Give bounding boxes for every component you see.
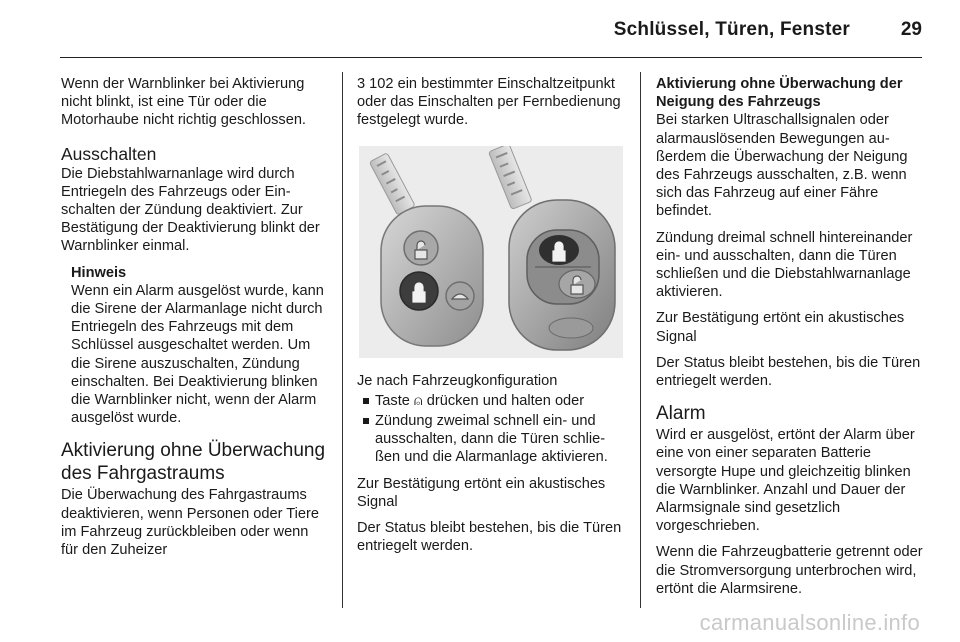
section-heading-aktivierung: Aktivierung ohne Überwachung des Fahrgastraums	[61, 440, 326, 485]
list-item-text: Zündung zweimal schnell ein- und ausschalten, dann die Türen schließen und die Alarmanlage aktivieren.	[375, 413, 608, 466]
paragraph: Wenn der Warnblinker bei Aktivierung nicht blinkt, ist eine Tür oder die Motorhaube nicht richtig geschlossen.	[61, 76, 306, 129]
page-number: 29	[900, 19, 922, 40]
fob-emblem	[549, 318, 593, 338]
unlock-button-left	[404, 231, 438, 265]
column-3	[656, 75, 924, 606]
paragraph: Zündung dreimal schnell hintereinander ein- und ausschalten, dann die Türen schließen und die Diebstahlwarnanlage aktivieren.	[656, 229, 913, 301]
paragraph: Bei starken Ultraschallsignalen oder alarmauslösenden Bewegungen außerdem die Überwachung der Neigung des Fahrzeugs ausschalten, z.B. wenn sich das Fahrzeug auf einer Fähre befindet.	[656, 112, 908, 220]
list-item-text: Taste ⍝ drücken und halten oder	[375, 392, 585, 409]
column-divider-1	[342, 72, 343, 608]
paragraph: Je nach Fahrzeugkonfiguration	[357, 372, 558, 389]
paragraph: Die Diebstahlwarnanlage wird durch Entriegeln des Fahrzeugs oder Einschalten der Zündung deaktiviert. Zur Bestätigung der Deaktivierung blinkt der Warnblinker einmal.	[61, 165, 320, 255]
note-box	[71, 264, 327, 428]
remote-keys-illustration	[359, 146, 623, 358]
section-heading-ausschalten: Ausschalten	[61, 143, 157, 164]
lock-icon	[413, 283, 425, 302]
unlock-icon	[415, 241, 427, 259]
paragraph: Zur Bestätigung ertönt ein akustisches Signal	[656, 310, 905, 345]
list-item	[357, 392, 625, 410]
paragraph: 3 102 ein bestimmter Einschaltzeitpunkt oder das Einschalten per Fernbedienung festgelegt wurde.	[357, 76, 621, 129]
remote-fob-right	[509, 200, 615, 350]
paragraph: Wenn die Fahrzeugbatterie getrennt oder die Stromversorgung unterbrochen wird, ertönt die Alarmsirene.	[656, 544, 923, 597]
bullet-icon	[363, 418, 369, 424]
paragraph: Wird er ausgelöst, ertönt der Alarm über eine von einer separaten Batterie versorgte Hupe und gleichzeitig blinken die Warnblinker. Anzahl und Dauer der Alarmsignale sind gesetzlich vorgeschrieben.	[656, 427, 915, 535]
note-text: Wenn ein Alarm ausgelöst wurde, kann die Sirene der Alarmanlage nicht durch Entriegeln des Fahrzeugs mit dem Schlüssel ausgeschaltet werden. Um die Sirene auszuschalten, Zündung einschalten. Bei Deaktivierung blinken die Warnblinker nicht, wenn der Alarm ausgelöst wurde.	[71, 282, 324, 427]
lock-icon	[553, 242, 565, 261]
watermark: carmanualsonline.info	[699, 610, 920, 635]
section-heading-alarm: Alarm	[656, 403, 706, 425]
remote-fob-left	[381, 206, 483, 346]
unlock-icon	[571, 276, 583, 294]
column-1	[61, 75, 327, 567]
page-header-title: Schlüssel, Türen, Fenster	[613, 19, 850, 40]
header-rule	[60, 57, 922, 58]
bullet-icon	[363, 398, 369, 404]
bullet-list	[357, 392, 625, 467]
subheading-neigung: Aktivierung ohne Überwachung der Neigung des Fahrzeugs	[656, 76, 903, 111]
paragraph: Der Status bleibt bestehen, bis die Türen entriegelt werden.	[656, 354, 921, 390]
list-item	[357, 412, 625, 467]
paragraph: Der Status bleibt bestehen, bis die Türen entriegelt werden.	[357, 520, 622, 555]
column-divider-2	[640, 72, 641, 608]
paragraph: Zur Bestätigung ertönt ein akustisches Signal	[357, 475, 606, 510]
paragraph: Die Überwachung des Fahrgastraums deaktivieren, wenn Personen oder Tiere im Fahrzeug zurückbleiben oder wenn für den Zuheizer	[61, 487, 319, 559]
note-title: Hinweis	[71, 264, 127, 281]
column-2	[357, 75, 625, 563]
